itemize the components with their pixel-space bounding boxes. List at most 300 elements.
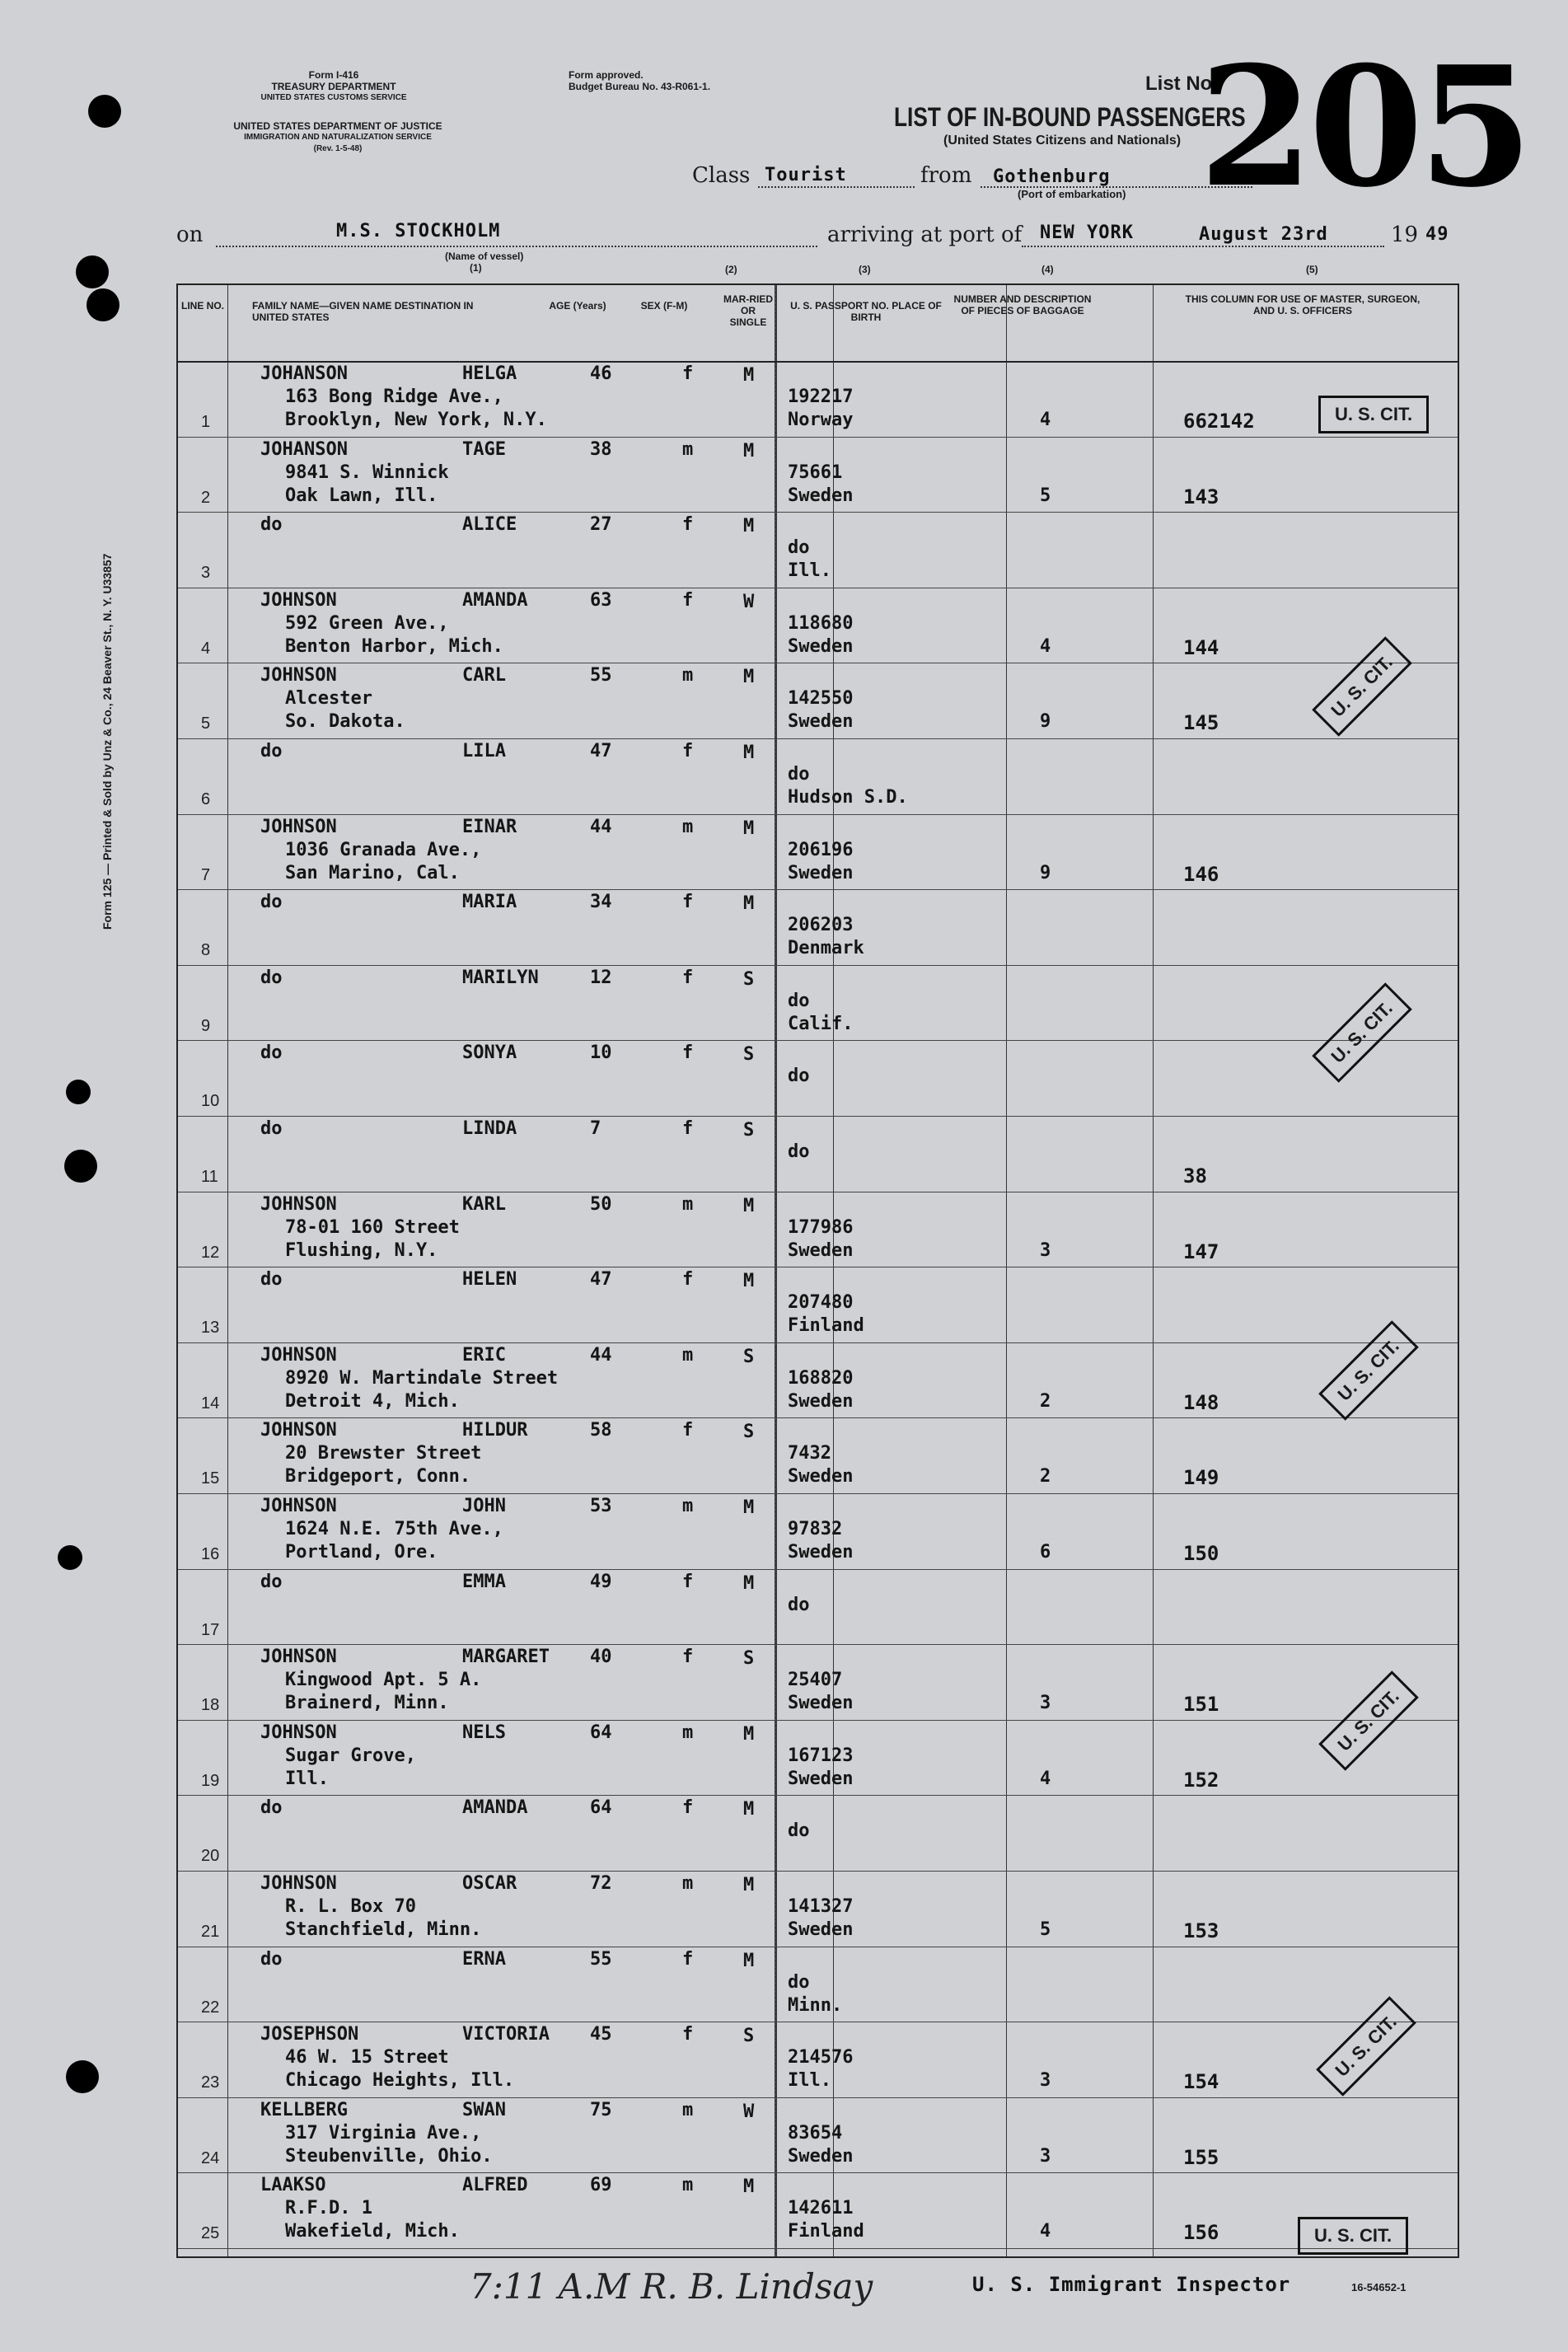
age: 27 xyxy=(590,514,612,536)
sex: f xyxy=(682,967,694,988)
given-name: SWAN xyxy=(462,2099,506,2120)
officer-notation: 149 xyxy=(1183,1466,1219,1490)
address-line-2: Chicago Heights, Ill. xyxy=(285,2070,515,2092)
table-row xyxy=(178,2022,1458,2097)
passport-number: do xyxy=(788,990,810,1011)
table-row xyxy=(178,1267,1458,1342)
document-title: LIST OF IN-BOUND PASSENGERS xyxy=(894,102,1246,132)
binder-hole xyxy=(87,288,119,321)
age: 7 xyxy=(590,1118,601,1139)
table-row xyxy=(178,1947,1458,2022)
baggage-count: 4 xyxy=(1040,635,1051,657)
place-of-birth: Ill. xyxy=(788,2070,831,2092)
family-name: do xyxy=(260,514,283,536)
address-line-1: 163 Bong Ridge Ave., xyxy=(285,387,503,407)
place-of-birth: Sweden xyxy=(788,1693,854,1714)
passport-number: 118680 xyxy=(788,612,854,634)
passport-number: do xyxy=(788,1141,810,1162)
officer-notation: 151 xyxy=(1183,1693,1219,1717)
vessel-name-value: M.S. STOCKHOLM xyxy=(336,221,501,241)
given-name: NELS xyxy=(462,1722,506,1743)
table-row xyxy=(178,663,1458,738)
line-number: 21 xyxy=(201,1923,220,1941)
address-line-2: Steubenville, Ohio. xyxy=(285,2145,493,2167)
sex: f xyxy=(682,1571,694,1592)
customs-service: UNITED STATES CUSTOMS SERVICE xyxy=(260,93,407,102)
age: 44 xyxy=(590,1344,612,1366)
officer-notation: 152 xyxy=(1183,1768,1219,1792)
us-citizen-stamp: U. S. CIT. xyxy=(1298,2217,1408,2255)
age: 55 xyxy=(590,1948,612,1970)
marital-status: M xyxy=(743,743,755,763)
officer-notation: 144 xyxy=(1183,635,1219,659)
age: 49 xyxy=(590,1571,612,1592)
age: 12 xyxy=(590,967,612,988)
binder-hole xyxy=(64,1150,97,1183)
vessel-column-number: (1) xyxy=(470,262,482,274)
marital-status: S xyxy=(743,1120,755,1141)
marital-status: S xyxy=(743,1422,755,1443)
sex: f xyxy=(682,589,694,611)
binder-hole xyxy=(58,1545,82,1570)
table-row xyxy=(178,1645,1458,1720)
justice-department: UNITED STATES DEPARTMENT OF JUSTICE xyxy=(233,120,442,132)
form-number: Form I-416 xyxy=(308,69,359,81)
form-approved: Form approved. xyxy=(569,69,644,81)
col-number-4: (4) xyxy=(1041,264,1054,275)
age: 44 xyxy=(590,816,612,837)
line-no-header: LINE NO. xyxy=(180,300,224,312)
line-number: 3 xyxy=(201,564,211,583)
table-row xyxy=(178,513,1458,588)
port-fill-line xyxy=(1022,246,1384,247)
table-row xyxy=(178,1494,1458,1569)
given-name: AMANDA xyxy=(462,589,528,611)
sex: f xyxy=(682,1118,694,1139)
col-number-5: (5) xyxy=(1306,264,1318,275)
address-line-1: R.F.D. 1 xyxy=(285,2198,372,2219)
sex-header: SEX (F-M) xyxy=(640,300,688,312)
passport-number: 97832 xyxy=(788,1519,843,1539)
sex: m xyxy=(682,438,694,460)
officer-notation: 156 xyxy=(1183,2221,1219,2245)
address-line-2: Benton Harbor, Mich. xyxy=(285,635,503,657)
given-name: AMANDA xyxy=(462,1797,528,1819)
age: 63 xyxy=(590,589,612,611)
table-row xyxy=(178,1872,1458,1947)
sex: m xyxy=(682,816,694,837)
line-number: 20 xyxy=(201,1847,220,1866)
passport-number: 25407 xyxy=(788,1670,843,1691)
family-name: JOHNSON xyxy=(260,816,337,837)
sex: f xyxy=(682,741,694,761)
baggage-count: 5 xyxy=(1040,1919,1051,1940)
baggage-count: 9 xyxy=(1040,862,1051,883)
passport-number: do xyxy=(788,1971,810,1993)
address-line-1: 78-01 160 Street xyxy=(285,1216,460,1238)
officer-notation: 143 xyxy=(1183,485,1219,508)
address-line-1: Kingwood Apt. 5 A. xyxy=(285,1670,482,1691)
sex: m xyxy=(682,1873,694,1894)
sex: f xyxy=(682,1420,694,1441)
document-subtitle: (United States Citizens and Nationals) xyxy=(943,134,1182,148)
passport-number: 177986 xyxy=(788,1216,854,1238)
line-number: 23 xyxy=(201,2073,220,2092)
marital-status: S xyxy=(743,968,755,990)
marital-status: S xyxy=(743,2026,755,2047)
given-name: OSCAR xyxy=(462,1873,517,1894)
family-name: KELLBERG xyxy=(260,2099,348,2120)
baggage-count: 4 xyxy=(1040,2221,1051,2242)
from-label: from xyxy=(920,163,972,188)
place-of-birth: Sweden xyxy=(788,2145,854,2167)
us-citizen-stamp: U. S. CIT. xyxy=(1312,982,1412,1083)
officer-notation: 145 xyxy=(1183,711,1219,735)
age: 53 xyxy=(590,1496,612,1516)
name-header: FAMILY NAME—GIVEN NAME DESTINATION IN UNITED STATES xyxy=(252,300,474,323)
table-row xyxy=(178,815,1458,890)
marital-status: M xyxy=(743,1799,755,1820)
passport-number: 7432 xyxy=(788,1443,831,1464)
table-row xyxy=(178,1041,1458,1116)
sex: m xyxy=(682,2099,694,2120)
marital-status: S xyxy=(743,1346,755,1367)
age: 10 xyxy=(590,1042,612,1064)
table-row xyxy=(178,2173,1458,2248)
age: 47 xyxy=(590,741,612,761)
passport-number: do xyxy=(788,1066,810,1087)
married-header: MAR-RIED OR SINGLE xyxy=(723,293,773,328)
line-number: 6 xyxy=(201,790,211,808)
inspector-signature: 7:11 A.M R. B. Lindsay xyxy=(470,2266,873,2307)
class-label: Class xyxy=(692,163,751,188)
class-value: Tourist xyxy=(765,165,847,185)
baggage-count: 3 xyxy=(1040,1693,1051,1714)
marital-status: M xyxy=(743,440,755,461)
binder-hole xyxy=(76,255,109,288)
sex: m xyxy=(682,1193,694,1215)
family-name: do xyxy=(260,1042,283,1064)
table-row xyxy=(178,1192,1458,1267)
line-number: 25 xyxy=(201,2224,220,2243)
sex: m xyxy=(682,665,694,686)
address-line-2: Portland, Ore. xyxy=(285,1542,438,1563)
place-of-birth: Sweden xyxy=(788,485,854,506)
line-number: 5 xyxy=(201,715,211,733)
arrival-year-value: 49 xyxy=(1425,224,1449,245)
age: 55 xyxy=(590,665,612,686)
marital-status: M xyxy=(743,1572,755,1594)
address-line-1: 20 Brewster Street xyxy=(285,1443,482,1464)
address-line-1: Alcester xyxy=(285,688,372,710)
age: 34 xyxy=(590,892,612,913)
table-row xyxy=(178,2098,1458,2173)
address-line-1: 8920 W. Martindale Street xyxy=(285,1367,559,1389)
sex: m xyxy=(682,1496,694,1516)
address-line-1: Sugar Grove, xyxy=(285,1745,416,1766)
line-number: 15 xyxy=(201,1469,220,1488)
place-of-birth: Sweden xyxy=(788,635,854,657)
given-name: TAGE xyxy=(462,438,506,460)
marital-status: M xyxy=(743,365,755,386)
arriving-label: arriving at port of xyxy=(827,223,1023,247)
given-name: MARGARET xyxy=(462,1647,550,1668)
revision-date: (Rev. 1-5-48) xyxy=(313,144,363,153)
passport-number: do xyxy=(788,764,810,785)
given-name: LINDA xyxy=(462,1118,517,1139)
officer-notation: 38 xyxy=(1183,1164,1207,1188)
address-line-1: 317 Virginia Ave., xyxy=(285,2122,482,2144)
passenger-table xyxy=(176,264,1459,2258)
sex: f xyxy=(682,363,694,384)
passport-number: 142611 xyxy=(788,2198,854,2219)
officer-notation: 150 xyxy=(1183,1542,1219,1565)
passport-number: do xyxy=(788,1594,810,1615)
sex: f xyxy=(682,514,694,536)
given-name: ERNA xyxy=(462,1948,506,1970)
place-of-birth: Sweden xyxy=(788,1466,854,1488)
table-row xyxy=(178,1570,1458,1645)
sex: f xyxy=(682,1647,694,1668)
address-line-1: 592 Green Ave., xyxy=(285,612,449,634)
place-of-birth: Sweden xyxy=(788,862,854,883)
on-label: on xyxy=(176,223,204,247)
given-name: KARL xyxy=(462,1193,506,1215)
line-number: 8 xyxy=(201,941,211,960)
line-number: 18 xyxy=(201,1696,220,1715)
table-row xyxy=(178,438,1458,513)
family-name: JOHNSON xyxy=(260,665,337,686)
officer-notation: 147 xyxy=(1183,1239,1219,1263)
officer-notation: 153 xyxy=(1183,1919,1219,1942)
age: 45 xyxy=(590,2024,612,2045)
family-name: do xyxy=(260,1269,283,1291)
table-row xyxy=(178,966,1458,1041)
given-name: JOHN xyxy=(462,1496,506,1516)
baggage-count: 3 xyxy=(1040,2070,1051,2092)
place-of-birth: Minn. xyxy=(788,1994,843,2016)
address-line-2: Bridgeport, Conn. xyxy=(285,1466,471,1488)
age: 64 xyxy=(590,1722,612,1743)
passport-number: 75661 xyxy=(788,461,843,483)
given-name: ALFRED xyxy=(462,2175,528,2196)
address-line-2: Wakefield, Mich. xyxy=(285,2221,460,2242)
given-name: MARILYN xyxy=(462,967,539,988)
given-name: HELEN xyxy=(462,1269,517,1291)
passport-number: 207480 xyxy=(788,1292,854,1314)
officer-notation: 146 xyxy=(1183,862,1219,886)
address-line-1: 1624 N.E. 75th Ave., xyxy=(285,1519,503,1539)
budget-bureau: Budget Bureau No. 43-R061-1. xyxy=(569,81,711,92)
address-line-2: Flushing, N.Y. xyxy=(285,1239,438,1261)
us-citizen-stamp: U. S. CIT. xyxy=(1316,1996,1416,2097)
family-name: JOHNSON xyxy=(260,1344,337,1366)
line-number: 1 xyxy=(201,413,211,431)
address-line-2: Detroit 4, Mich. xyxy=(285,1390,460,1412)
marital-status: W xyxy=(743,2101,755,2122)
family-name: do xyxy=(260,741,283,761)
marital-status: S xyxy=(743,1648,755,1670)
given-name: ALICE xyxy=(462,514,517,536)
passport-number: 142550 xyxy=(788,688,854,710)
line-number: 7 xyxy=(201,865,211,884)
family-name: JOHNSON xyxy=(260,1722,337,1743)
baggage-count: 2 xyxy=(1040,1466,1051,1488)
place-of-birth: Norway xyxy=(788,410,854,430)
family-name: JOHNSON xyxy=(260,1193,337,1215)
vessel-fill-line xyxy=(216,246,817,247)
table-row xyxy=(178,1343,1458,1418)
table-row xyxy=(178,588,1458,663)
place-of-birth: Ill. xyxy=(788,560,831,582)
printer-side-text: Form 125 — Printed & Sold by Unz & Co., 24 Beaver St., N. Y. U33857 xyxy=(101,553,114,930)
baggage-count: 3 xyxy=(1040,1239,1051,1261)
table-row xyxy=(178,1796,1458,1871)
family-name: do xyxy=(260,1571,283,1592)
passport-number: 192217 xyxy=(788,387,854,407)
age: 75 xyxy=(590,2099,612,2120)
family-name: JOHNSON xyxy=(260,589,337,611)
given-name: HELGA xyxy=(462,363,517,384)
line-number: 13 xyxy=(201,1319,220,1338)
binder-hole xyxy=(66,2060,99,2093)
line-number: 11 xyxy=(201,1168,218,1186)
marital-status: M xyxy=(743,818,755,839)
marital-status: W xyxy=(743,591,755,612)
us-citizen-stamp: U. S. CIT. xyxy=(1318,1320,1419,1421)
family-name: do xyxy=(260,967,283,988)
address-line-2: So. Dakota. xyxy=(285,711,405,733)
list-number-label: List No. xyxy=(1145,73,1218,95)
age: 72 xyxy=(590,1873,612,1894)
passport-number: 83654 xyxy=(788,2122,843,2144)
family-name: JOHANSON xyxy=(260,363,348,384)
line-number: 10 xyxy=(201,1092,220,1111)
table-row xyxy=(178,1117,1458,1192)
place-of-birth: Denmark xyxy=(788,938,864,959)
age: 58 xyxy=(590,1420,612,1441)
passport-header: U. S. PASSPORT NO. PLACE OF BIRTH xyxy=(790,300,942,323)
baggage-header: NUMBER AND DESCRIPTION OF PIECES OF BAGGAGE xyxy=(953,293,1092,316)
marital-status: M xyxy=(743,2176,755,2198)
place-of-birth: Sweden xyxy=(788,1390,854,1412)
place-of-birth: Sweden xyxy=(788,1542,854,1563)
passport-number: 206196 xyxy=(788,839,854,860)
footer-form-code: 16-54652-1 xyxy=(1351,2281,1407,2293)
sheet-number-stamp: 205 xyxy=(1199,30,1528,224)
line-number: 24 xyxy=(201,2148,220,2167)
baggage-count: 9 xyxy=(1040,711,1051,733)
marital-status: M xyxy=(743,516,755,537)
officer-notation: 155 xyxy=(1183,2145,1219,2169)
address-line-1: 9841 S. Winnick xyxy=(285,461,449,483)
age: 47 xyxy=(590,1269,612,1291)
sex: m xyxy=(682,1344,694,1366)
binder-hole xyxy=(66,1080,91,1104)
port-embarkation-caption: (Port of embarkation) xyxy=(1018,188,1126,200)
marital-status: M xyxy=(743,1271,755,1292)
baggage-count: 4 xyxy=(1040,1768,1051,1789)
family-name: do xyxy=(260,892,283,913)
marital-status: M xyxy=(743,893,755,915)
given-name: EINAR xyxy=(462,816,517,837)
marital-status: M xyxy=(743,1950,755,1971)
passport-number: do xyxy=(788,1820,810,1842)
sex: f xyxy=(682,1948,694,1970)
vessel-name-caption: (Name of vessel) xyxy=(445,251,524,262)
line-number: 14 xyxy=(201,1394,220,1413)
marital-status: M xyxy=(743,1497,755,1518)
age: 50 xyxy=(590,1193,612,1215)
family-name: LAAKSO xyxy=(260,2175,326,2196)
line-number: 16 xyxy=(201,1545,220,1563)
age: 40 xyxy=(590,1647,612,1668)
line-number: 22 xyxy=(201,1998,220,2017)
given-name: MARIA xyxy=(462,892,517,913)
baggage-count: 5 xyxy=(1040,485,1051,506)
year-prefix: 19 xyxy=(1391,223,1419,247)
binder-hole xyxy=(88,95,121,128)
arrival-port-value: NEW YORK xyxy=(1040,223,1134,243)
officer-notation: 148 xyxy=(1183,1390,1219,1414)
age: 69 xyxy=(590,2175,612,2196)
address-line-1: 1036 Granada Ave., xyxy=(285,839,482,860)
line-number: 9 xyxy=(201,1016,211,1035)
sex: f xyxy=(682,1797,694,1819)
given-name: CARL xyxy=(462,665,506,686)
address-line-1: 46 W. 15 Street xyxy=(285,2047,449,2069)
row-rule xyxy=(178,2248,1458,2249)
us-citizen-stamp: U. S. CIT. xyxy=(1318,1670,1419,1771)
given-name: VICTORIA xyxy=(462,2024,550,2045)
address-line-2: Brainerd, Minn. xyxy=(285,1693,449,1714)
given-name: EMMA xyxy=(462,1571,506,1592)
col-number-2: (2) xyxy=(725,264,737,275)
age: 64 xyxy=(590,1797,612,1819)
passport-number: do xyxy=(788,537,810,559)
place-of-birth: Finland xyxy=(788,1315,864,1337)
baggage-count: 2 xyxy=(1040,1390,1051,1412)
family-name: JOHNSON xyxy=(260,1647,337,1668)
address-line-2: Oak Lawn, Ill. xyxy=(285,485,438,506)
baggage-count: 6 xyxy=(1040,1542,1051,1563)
given-name: ERIC xyxy=(462,1344,506,1366)
place-of-birth: Sweden xyxy=(788,1768,854,1789)
line-number: 19 xyxy=(201,1771,220,1790)
marital-status: S xyxy=(743,1044,755,1066)
family-name: JOHNSON xyxy=(260,1496,337,1516)
officers-header: THIS COLUMN FOR USE OF MASTER, SURGEON, AND U. S. OFFICERS xyxy=(1185,293,1421,316)
given-name: HILDUR xyxy=(462,1420,528,1441)
table-row xyxy=(178,1418,1458,1493)
address-line-2: Stanchfield, Minn. xyxy=(285,1919,482,1940)
passport-number: 141327 xyxy=(788,1896,854,1917)
passport-number: 168820 xyxy=(788,1367,854,1389)
age-header: AGE (Years) xyxy=(549,300,606,312)
class-fill-line xyxy=(758,186,915,188)
ins-service: IMMIGRATION AND NATURALIZATION SERVICE xyxy=(244,133,432,142)
place-of-birth: Finland xyxy=(788,2221,864,2242)
us-citizen-stamp: U. S. CIT. xyxy=(1312,636,1412,737)
line-number: 17 xyxy=(201,1620,220,1639)
family-name: JOHNSON xyxy=(260,1420,337,1441)
sex: f xyxy=(682,2024,694,2045)
age: 38 xyxy=(590,438,612,460)
table-row xyxy=(178,739,1458,814)
age: 46 xyxy=(590,363,612,384)
table-row xyxy=(178,362,1458,437)
family-name: JOHANSON xyxy=(260,438,348,460)
